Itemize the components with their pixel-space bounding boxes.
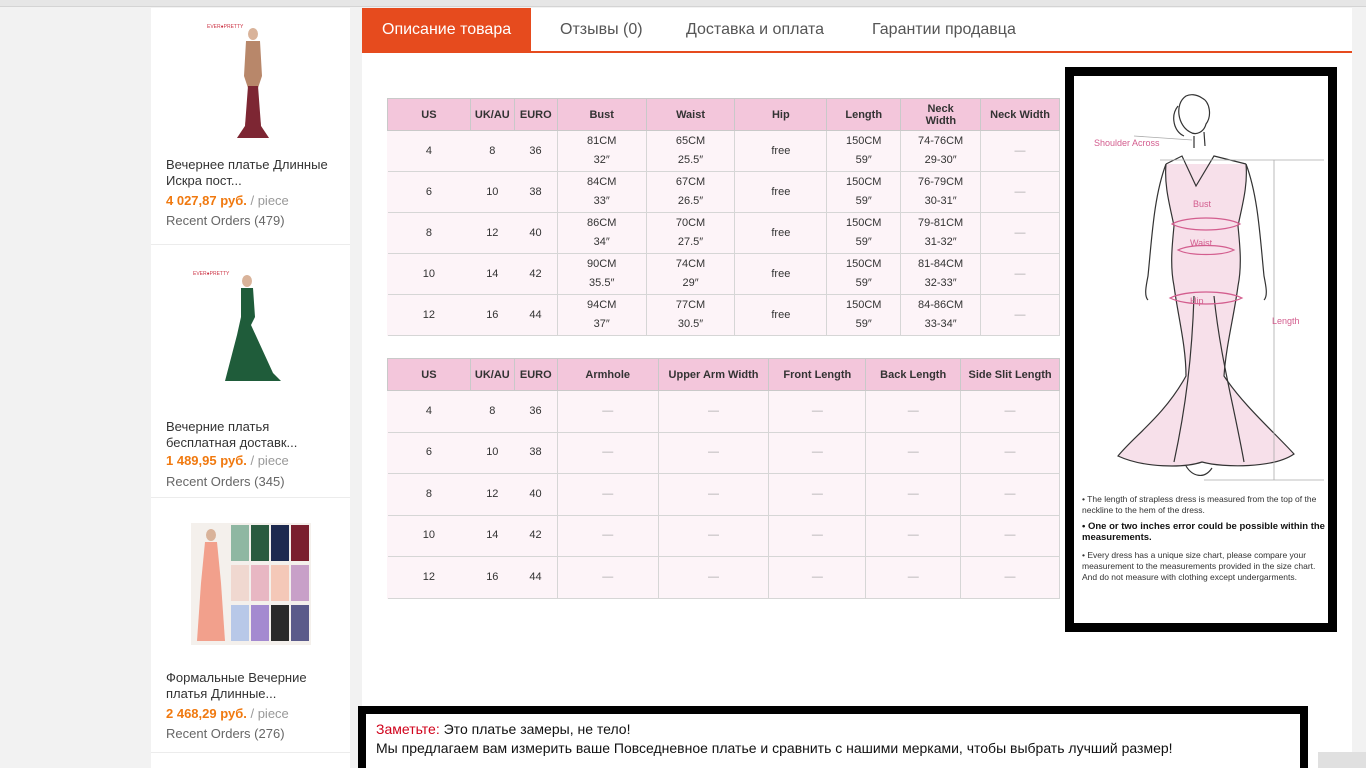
table-header: Side Slit Length	[961, 359, 1060, 391]
table-cell: —	[769, 474, 866, 516]
size-us: 4	[388, 131, 471, 172]
table-cell: —	[557, 474, 658, 516]
size-euro: 44	[514, 295, 557, 336]
table-row	[388, 254, 1060, 295]
product-tabs	[362, 8, 1352, 53]
size-euro: 40	[514, 213, 557, 254]
waist-cell: 65CM 25.5″	[646, 131, 735, 172]
table-header: Bust	[557, 99, 646, 131]
table-header: Back Length	[866, 359, 961, 391]
size-chart-table-extra	[387, 358, 1060, 599]
table-cell: —	[557, 557, 658, 599]
table-cell: 8	[388, 474, 471, 516]
hip-cell: free	[735, 131, 827, 172]
product-price: 2 468,29 руб. / piece	[166, 706, 289, 721]
table-cell: 38	[514, 432, 557, 474]
neck-width-cell: 74-76CM 29-30″	[901, 131, 981, 172]
table-cell: —	[866, 474, 961, 516]
measurement-warning-box	[358, 706, 1308, 768]
table-cell: —	[769, 391, 866, 433]
label-bust: Bust	[1193, 199, 1212, 209]
size-uk: 14	[470, 254, 514, 295]
product-orders: Recent Orders (345)	[166, 474, 285, 489]
neck-width-cell: 84-86CM 33-34″	[901, 295, 981, 336]
neck-width-cell: 76-79CM 30-31″	[901, 172, 981, 213]
table-cell: —	[658, 515, 769, 557]
table-cell: —	[769, 432, 866, 474]
product-orders: Recent Orders (276)	[166, 726, 285, 741]
warning-line-2: Мы предлагаем вам измерить ваше Повседневное платье и сравнить с нашими мерками, чтобы выбрать лучший размер!	[376, 740, 1173, 756]
table-cell: 40	[514, 474, 557, 516]
svg-text:EVER●PRETTY: EVER●PRETTY	[193, 271, 230, 277]
table-cell: —	[961, 474, 1060, 516]
neck-width-2-cell: —	[981, 254, 1060, 295]
table-header: UK/AU	[470, 99, 514, 131]
label-length: Length	[1272, 316, 1300, 326]
size-chart-table	[387, 98, 1060, 336]
bust-cell: 86CM 34″	[557, 213, 646, 254]
size-uk: 8	[470, 131, 514, 172]
neck-width-2-cell: —	[981, 213, 1060, 254]
size-uk: 16	[470, 295, 514, 336]
size-us: 12	[388, 295, 471, 336]
length-cell: 150CM 59″	[827, 295, 901, 336]
waist-cell: 67CM 26.5″	[646, 172, 735, 213]
table-cell: 14	[470, 515, 514, 557]
table-row	[388, 295, 1060, 336]
table-cell: 6	[388, 432, 471, 474]
table-header: US	[388, 99, 471, 131]
scrollbar-corner[interactable]	[1318, 752, 1366, 768]
table-row	[388, 391, 1060, 433]
product-image-color-grid[interactable]	[191, 523, 311, 645]
table-cell: —	[866, 557, 961, 599]
hip-cell: free	[735, 254, 827, 295]
table-cell: —	[557, 515, 658, 557]
bust-cell: 90CM 35.5″	[557, 254, 646, 295]
length-cell: 150CM 59″	[827, 213, 901, 254]
label-hip: Hip	[1190, 296, 1204, 306]
waist-cell: 70CM 27.5″	[646, 213, 735, 254]
table-cell: 36	[514, 391, 557, 433]
table-cell: 44	[514, 557, 557, 599]
table-row	[388, 557, 1060, 599]
table-cell: —	[658, 557, 769, 599]
table-header: Neck Width	[981, 99, 1060, 131]
svg-text:EVER●PRETTY: EVER●PRETTY	[207, 24, 244, 30]
table-cell: —	[866, 391, 961, 433]
product-card[interactable]	[151, 245, 350, 498]
table-cell: 12	[470, 474, 514, 516]
tab-description[interactable]: Описание товара	[362, 8, 531, 52]
table-cell: —	[658, 474, 769, 516]
measurement-note-bold: • One or two inches error could be possible within the measurements.	[1082, 521, 1325, 543]
neck-width-2-cell: —	[981, 131, 1060, 172]
measurement-illustration	[1065, 67, 1337, 632]
product-price: 4 027,87 руб. / piece	[166, 193, 289, 208]
neck-width-cell: 81-84CM 32-33″	[901, 254, 981, 295]
neck-width-2-cell: —	[981, 295, 1060, 336]
bust-cell: 94CM 37″	[557, 295, 646, 336]
table-cell: —	[866, 515, 961, 557]
tab-shipping-payment[interactable]: Доставка и оплата	[686, 21, 825, 38]
table-row	[388, 432, 1060, 474]
table-cell: —	[866, 432, 961, 474]
label-shoulder: Shoulder Across	[1094, 138, 1160, 148]
product-card[interactable]	[151, 8, 350, 245]
length-cell: 150CM 59″	[827, 172, 901, 213]
warning-label: Заметьте:	[376, 721, 440, 737]
hip-cell: free	[735, 295, 827, 336]
table-row	[388, 172, 1060, 213]
size-euro: 42	[514, 254, 557, 295]
recommended-products-sidebar	[151, 8, 350, 768]
table-cell: —	[769, 557, 866, 599]
table-cell: 10	[388, 515, 471, 557]
size-us: 10	[388, 254, 471, 295]
table-cell: —	[557, 432, 658, 474]
table-cell: 42	[514, 515, 557, 557]
neck-width-2-cell: —	[981, 172, 1060, 213]
neck-width-cell: 79-81CM 31-32″	[901, 213, 981, 254]
size-uk: 10	[470, 172, 514, 213]
table-cell: —	[557, 391, 658, 433]
table-row	[388, 131, 1060, 172]
table-cell: 8	[470, 391, 514, 433]
table-header: Upper Arm Width	[658, 359, 769, 391]
product-orders: Recent Orders (479)	[166, 213, 285, 228]
table-cell: 12	[388, 557, 471, 599]
table-header: Neck Width	[901, 99, 981, 131]
bust-cell: 84CM 33″	[557, 172, 646, 213]
table-cell: —	[658, 432, 769, 474]
tab-reviews[interactable]: Отзывы (0)	[560, 21, 643, 38]
table-cell: —	[769, 515, 866, 557]
measurement-note: • Every dress has a unique size chart, please compare your measurement to the measurements provided in the size chart. And do not measure with clothing except undergarments.	[1082, 550, 1316, 582]
table-header: EURO	[514, 359, 557, 391]
table-row	[388, 515, 1060, 557]
table-cell: —	[961, 557, 1060, 599]
product-card[interactable]	[151, 498, 350, 753]
size-euro: 36	[514, 131, 557, 172]
table-cell: 10	[470, 432, 514, 474]
table-cell: —	[961, 515, 1060, 557]
product-image-green-gown[interactable]	[191, 265, 311, 387]
product-title[interactable]: Вечернее платье Длинные Искра пост...	[166, 157, 328, 188]
table-row	[388, 213, 1060, 254]
hip-cell: free	[735, 172, 827, 213]
table-header: Armhole	[557, 359, 658, 391]
size-euro: 38	[514, 172, 557, 213]
waist-cell: 77CM 30.5″	[646, 295, 735, 336]
product-price: 1 489,95 руб. / piece	[166, 453, 289, 468]
product-image-gold-gown[interactable]	[191, 16, 311, 138]
table-cell: —	[658, 391, 769, 433]
warning-line-1: Заметьте: Это платье замеры, не тело!	[376, 721, 631, 737]
bust-cell: 81CM 32″	[557, 131, 646, 172]
length-cell: 150CM 59″	[827, 131, 901, 172]
table-header: Waist	[646, 99, 735, 131]
table-header: Length	[827, 99, 901, 131]
measurement-note: • The length of strapless dress is measured from the top of the neckline to the hem of the dress.	[1082, 494, 1317, 515]
size-uk: 12	[470, 213, 514, 254]
size-us: 8	[388, 213, 471, 254]
table-header: UK/AU	[470, 359, 514, 391]
browser-top-edge	[0, 0, 1366, 7]
label-waist: Waist	[1190, 238, 1213, 248]
table-header: EURO	[514, 99, 557, 131]
table-cell: —	[961, 391, 1060, 433]
table-row	[388, 474, 1060, 516]
size-us: 6	[388, 172, 471, 213]
table-header: US	[388, 359, 471, 391]
product-title[interactable]: Формальные Вечерние платья Длинные...	[166, 670, 307, 701]
table-cell: —	[961, 432, 1060, 474]
table-header: Front Length	[769, 359, 866, 391]
table-cell: 16	[470, 557, 514, 599]
length-cell: 150CM 59″	[827, 254, 901, 295]
tab-seller-guarantees[interactable]: Гарантии продавца	[872, 21, 1016, 38]
hip-cell: free	[735, 213, 827, 254]
waist-cell: 74CM 29″	[646, 254, 735, 295]
table-header: Hip	[735, 99, 827, 131]
product-title[interactable]: Вечерние платья бесплатная доставк...	[166, 419, 298, 450]
table-cell: 4	[388, 391, 471, 433]
